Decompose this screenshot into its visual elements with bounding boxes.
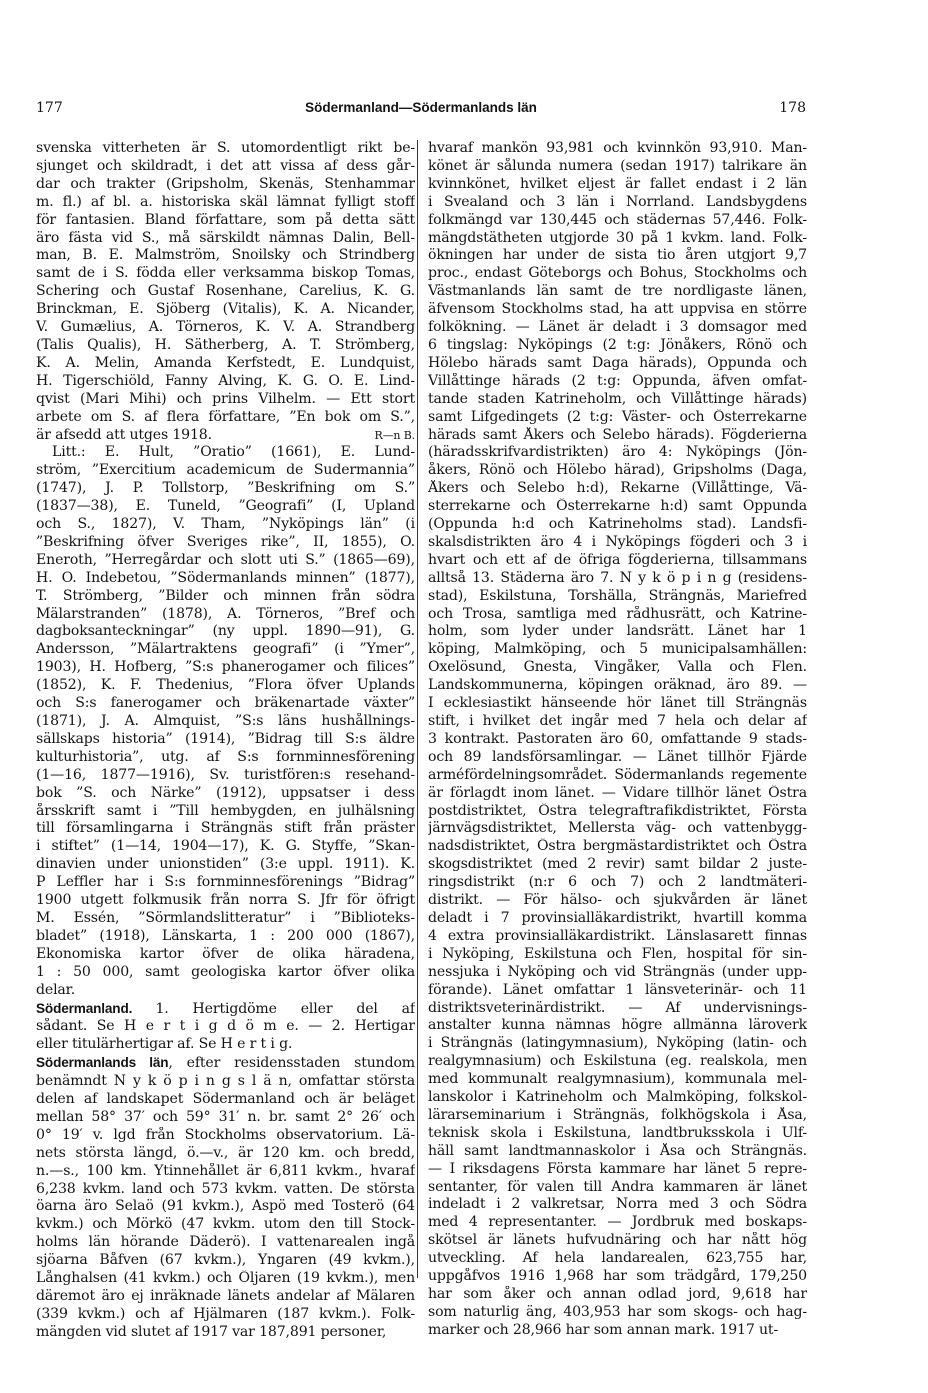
line-text: benämndt N y k ö p i n g s l ä n, omfattar största (36, 1073, 415, 1090)
line-text: sällskaps historia” (1914), ”Bidrag till S:s äldre (36, 730, 415, 747)
text-line (36, 1306, 415, 1324)
text-line (36, 1252, 415, 1270)
line-text: Villåttinge härads (2 t:g: Oppunda, äfven omfat- (428, 372, 807, 389)
line-text: köping, Malmköping, och 5 municipalsamhällen: (428, 641, 807, 658)
line-text: proc., endast Göteborgs och Bohus, Stockholms och (428, 265, 807, 282)
text-line (428, 1268, 807, 1286)
text-line (36, 856, 415, 874)
text-line (428, 964, 807, 982)
line-text: Andersson, ”Mälartraktens geografi” (i ”Ymer”, (36, 641, 415, 658)
text-line (36, 1288, 415, 1306)
line-text: Ekonomiska kartor öfver de olika häradena, (36, 945, 415, 962)
line-text: deladt i 7 provinsialläkardistrikt, hvartill komma (428, 909, 807, 926)
line-text: i Strängnäs (latingymnasium), Nyköping (latin- och (428, 1035, 807, 1052)
text-line (36, 1054, 415, 1073)
text-line (428, 731, 807, 749)
line-text: (1871), J. A. Almquist, ”S:s läns hushållnings- (36, 713, 415, 729)
text-line (36, 1018, 415, 1036)
author-signature: R—n B. (374, 428, 415, 442)
right-column (428, 140, 807, 1340)
line-text: med 4 representanter. — Jordbruk med boskaps- (428, 1214, 807, 1231)
line-text: dagboksanteckningar” (ny uppl. 1890—91), G. (36, 623, 415, 640)
text-line (36, 480, 415, 498)
line-text: 6 tingslag: Nyköpings (2 t:g: Jönåkers, Rönö och (428, 336, 807, 353)
line-text: Eneroth, ”Herregårdar och slott uti S.” (1865—69), (36, 551, 415, 568)
line-text: marker och 28,966 har som annan mark. 1917 ut- (428, 1321, 779, 1338)
line-text: (1852), K. F. Thedenius, ”Flora öfver Uplands (36, 677, 415, 694)
line-text: järnvägsdistriktet, Mellersta väg- och vattenbygg- (428, 820, 807, 837)
text-line (428, 337, 807, 355)
page-header (36, 100, 806, 122)
line-text: anstalter kunna nämnas högre allmänna läroverk (428, 1017, 807, 1034)
text-line (428, 713, 807, 731)
text-line (36, 176, 415, 194)
left-column (36, 140, 415, 1342)
text-line (428, 301, 807, 319)
text-line (36, 803, 415, 821)
text-line (36, 498, 415, 516)
line-text: skogsdistriktet (med 2 revir) samt bildar 2 juste- (428, 856, 807, 873)
text-line (428, 570, 807, 588)
line-text: alltså 13. Städerna äro 7. N y k ö p i n g (residens- (428, 569, 807, 586)
line-text: 3 kontrakt. Pastoraten äro 60, omfattande 9 stads- (428, 730, 807, 747)
text-line (36, 337, 415, 355)
line-text: , efter residensstaden stundom (168, 1055, 415, 1072)
text-line (36, 301, 415, 319)
line-text: — I riksdagens Första kammare har länet 5 repre- (428, 1160, 807, 1177)
line-text: (339 kvkm.) och af Hjälmaren (187 kvkm.). Folk- (36, 1305, 415, 1322)
line-text: (häradsskrifvardistrikten) äro 4: Nyköpings (Jön- (428, 444, 807, 461)
text-line (36, 534, 415, 552)
line-text: ström, ”Exercitium academicum de Sudermannia” (36, 462, 415, 479)
text-line (36, 373, 415, 391)
line-text: ”Beskrifning öfver Sveriges rike”, II, 1855), O. (36, 533, 415, 550)
line-text: K. A. Melin, Amanda Kerfstedt, E. Lundquist, (36, 354, 415, 371)
line-text: sterrekarne och Österrekarne h:d) samt Oppunda (428, 498, 807, 515)
running-title: Södermanland—Södermanlands län (305, 100, 537, 115)
text-line (428, 1053, 807, 1071)
text-line (428, 1000, 807, 1018)
text-line (36, 641, 415, 659)
page-number-left: 177 (36, 100, 63, 116)
text-line (428, 838, 807, 856)
line-text: Långhalsen (41 kvkm.) och Öljaren (19 kvkm.), men (36, 1270, 415, 1287)
text-line (36, 659, 415, 677)
text-line (36, 910, 415, 928)
line-text: n.—s., 100 km. Ytinnehållet är 6,811 kvkm., hvaraf (36, 1162, 415, 1179)
text-line (36, 1091, 415, 1109)
text-line (428, 982, 807, 1000)
text-line (36, 749, 415, 767)
text-line (428, 641, 807, 659)
text-line (428, 1322, 807, 1340)
page-number-right: 178 (779, 100, 806, 116)
text-line (428, 1071, 807, 1089)
text-line (36, 158, 415, 176)
line-text: (Talis Qualis), H. Sätherberg, A. T. Strömberg, (36, 336, 415, 353)
line-text: åkers, Rönö och Hölebo härad), Gripsholms (Daga, (428, 462, 807, 479)
text-line (428, 677, 807, 695)
line-text: och Trosa, samtliga med rådhusrätt, och Katrine- (428, 605, 807, 622)
text-line (428, 462, 807, 480)
text-line (428, 606, 807, 624)
line-text: uppgåfvos 1916 1,968 har som trädgård, 179,250 (428, 1268, 807, 1285)
line-text: Mälarstranden” (1878), A. Törneros, ”Bref och (36, 605, 415, 622)
text-line (36, 677, 415, 695)
text-line (36, 283, 415, 301)
line-text: bok ”S. och Närke” (1912), uppsatser i dess (36, 784, 415, 801)
text-line (36, 265, 415, 283)
text-line (428, 856, 807, 874)
text-line (36, 140, 415, 158)
line-text: M. Essén, ”Sörmlandslitteratur” i ”Biblioteks- (36, 909, 415, 926)
line-text: stad), Eskilstuna, Torshälla, Strängnäs, Mariefred (428, 587, 807, 604)
text-line (428, 498, 807, 516)
line-text: 4 extra provinsialläkardistrikt. Länslasarett finnas (428, 927, 807, 944)
text-line (36, 462, 415, 480)
text-line (428, 1304, 807, 1322)
entry-headword: Södermanland. (36, 1000, 156, 1016)
line-text: qvist (Mari Mihi) och prins Vilhelm. — Ett stort (36, 390, 415, 407)
line-text: T. Strömberg, ”Bilder och minnen från södra (36, 587, 415, 604)
text-line (36, 1181, 415, 1199)
text-line (36, 982, 415, 1000)
text-line (36, 588, 415, 606)
line-text: sådant. Se H e r t i g d ö m e. — 2. Hertigar (36, 1018, 415, 1035)
text-line (36, 946, 415, 964)
line-text: indeladt i 2 valkretsar, Norra med 3 och Södra (428, 1196, 807, 1213)
line-text: för fantasien. Bland författare, som på detta sätt (36, 211, 415, 228)
text-line (428, 516, 807, 534)
text-line (36, 1234, 415, 1252)
text-line (428, 1286, 807, 1304)
line-text: 0° 19′ v. lgd från Stockholms observatorium. Lä- (36, 1126, 415, 1143)
line-text: distriktsveterinärdistrikt. — Af undervisnings- (428, 999, 807, 1016)
text-line (428, 140, 807, 158)
line-text: hvaraf mankön 93,981 och kvinnkön 93,910. Man- (428, 140, 807, 156)
line-text: sjöarna Båfven (67 kvkm.), Yngaren (49 kvkm.), (36, 1252, 415, 1269)
line-text: i Svealand och 3 län i Norrland. Landsbygdens (428, 193, 807, 210)
line-text: kulturhistoria”, utg. af S:s fornminnesförening (36, 748, 415, 765)
line-text: könet är sålunda numera (sedan 1917) talrikare än (428, 157, 807, 174)
line-text: och 89 landsförsamlingar. — Länet tillhör Fjärde (428, 748, 807, 765)
line-text: nadsdistriktet, Östra bergmästardistriktet och Östra (428, 838, 807, 855)
line-text: mängdstätheten utgjorde 30 på 1 kvkm. land. Folk- (428, 229, 807, 246)
text-line (428, 1089, 807, 1107)
line-text: kvkm.) och Mörkö (47 kvkm. utom den till Stock- (36, 1216, 415, 1233)
text-line (428, 409, 807, 427)
text-line (428, 1143, 807, 1161)
line-text: Schering och Gustaf Rosenhane, Carelius, K. G. (36, 283, 415, 300)
text-line (428, 247, 807, 265)
line-text: är förlagdt inom länet. — Vidare tillhör länet Östra (428, 784, 807, 801)
text-line (36, 1036, 415, 1054)
text-line (36, 695, 415, 713)
line-text: arbete om S. af flera författare, ”En bok om S.”, (36, 408, 415, 425)
line-text: äro fästa vid S., må särskildt nämnas Dalin, Bell- (36, 229, 415, 246)
text-line (428, 319, 807, 337)
text-line (428, 588, 807, 606)
line-text: eller titulärhertigar af. Se H e r t i g. (36, 1036, 293, 1053)
line-text: Litt.: E. Hult, ”Oratio” (1661), E. Lund- (52, 444, 415, 461)
text-line (428, 444, 807, 462)
text-line (428, 427, 807, 445)
text-line (428, 212, 807, 230)
line-text: postdistriktet, Östra telegraftrafikdistriktet, Första (428, 802, 807, 819)
text-line (36, 194, 415, 212)
text-line (428, 910, 807, 928)
text-line (428, 820, 807, 838)
text-line (36, 731, 415, 749)
text-line (36, 212, 415, 230)
line-text: ringsdistrikt (n:r 6 och 7) och 2 landtmäteri- (428, 874, 807, 891)
text-line (428, 391, 807, 409)
text-line (36, 247, 415, 265)
line-text: man, B. E. Malmström, Snoilsky och Strindberg (36, 247, 415, 264)
line-text: arméfördelningsområdet. Södermanlands regemente (428, 766, 807, 783)
text-line (428, 265, 807, 283)
line-text: lanskolor i Katrineholm och Malmköping, folkskol- (428, 1089, 807, 1106)
line-text: som naturlig äng, 403,953 har som skogs- och hag- (428, 1303, 807, 1320)
text-line (36, 552, 415, 570)
line-text: V. Gumælius, A. Törneros, K. V. A. Strandberg (36, 319, 415, 336)
text-line (428, 1214, 807, 1232)
line-text: nessjuka i Nyköping och vid Strängnäs (under upp- (428, 963, 807, 980)
line-text: 1 : 50 000, samt geologiska kartor öfver olika (36, 963, 415, 980)
line-text: H. O. Indebetou, ”Södermanlands minnen” (1877), (36, 569, 415, 586)
line-text: kvinnkönet, hvilket eljest är fallet endast i 2 län (428, 175, 807, 192)
text-line (428, 283, 807, 301)
text-line (428, 749, 807, 767)
text-line (428, 1035, 807, 1053)
line-text: samt Lifgedingets (2 t:g: Väster- och Österrekarne (428, 408, 807, 425)
text-line (36, 874, 415, 892)
line-text: (1—16, 1877—1916), Sv. turistfören:s resehand- (36, 766, 415, 783)
text-line (428, 1196, 807, 1214)
line-text: årsskrift samt i ”Till hembygden, en julhälsning (36, 802, 415, 819)
text-line (36, 820, 415, 838)
text-line (428, 480, 807, 498)
line-text: 1903), H. Hofberg, ”S:s phanerogamer och filices” (36, 659, 415, 676)
line-text: delar. (36, 981, 76, 998)
text-line (36, 230, 415, 248)
text-line (36, 1198, 415, 1216)
line-text: har som åker och annan odlad jord, 9,618 har (428, 1286, 807, 1302)
line-text: Västmanlands län samt de tre nordligaste länen, (428, 283, 807, 300)
line-text: teknisk skola i Eskilstuna, landtbruksskola i Ulf- (428, 1124, 807, 1141)
text-line (36, 1163, 415, 1181)
line-text: (1837—38), E. Tuneld, ”Geografi” (I, Upland (36, 498, 415, 515)
text-line (428, 176, 807, 194)
text-line (36, 516, 415, 534)
text-line (428, 695, 807, 713)
line-text: holms län hörande Däderö). I vattenarealen ingå (36, 1234, 415, 1251)
line-text: folkmängd var 130,445 och städernas 57,446. Folk- (428, 211, 807, 228)
text-line (428, 785, 807, 803)
line-text: äfvensom Stockholms stad, ha att uppvisa en större (428, 301, 807, 318)
text-line (428, 1161, 807, 1179)
text-line (428, 355, 807, 373)
line-text: (1747), J. P. Tollstorp, ”Beskrifning om S.” (36, 480, 415, 497)
text-line (36, 427, 415, 445)
text-line (36, 1145, 415, 1163)
text-line (36, 444, 415, 462)
line-text: delen af landskapet Södermanland och är beläget (36, 1091, 415, 1108)
text-line (428, 623, 807, 641)
line-text: däremot äro ej inräknade länets andelar af Mälaren (36, 1288, 415, 1304)
line-text: dar och trakter (Gripsholm, Skenäs, Stenhammar (36, 175, 415, 192)
line-text: P Leffler har i S:s fornminnesförenings ”Bidrag” (36, 874, 415, 891)
line-text: mängden vid slutet af 1917 var 187,891 personer, (36, 1323, 387, 1340)
line-text: samt de i S. födda eller verksamma biskop Tomas, (36, 265, 415, 282)
text-line (428, 1232, 807, 1250)
line-text: 1900 utgett folkmusik från norra S. Jfr för öfrigt (36, 892, 415, 909)
line-text: 6,238 kvkm. land och 573 kvkm. vatten. De största (36, 1180, 415, 1197)
line-text: utveckling. Af hela landarealen, 623,755 har, (428, 1250, 807, 1267)
text-line (36, 1109, 415, 1127)
line-text: ökningen har under de sista tio åren utgjort 9,7 (428, 247, 807, 264)
line-text: och S:s fanerogamer och bräkenartade växter” (36, 695, 415, 712)
line-text: skötsel är länets hufvudnäring och har nått hög (428, 1232, 807, 1249)
line-text: 1. Hertigdöme eller del af (155, 1000, 415, 1017)
text-line (428, 373, 807, 391)
line-text: till församlingarna i Strängnäs stift från präster (36, 820, 415, 837)
column-divider (417, 140, 418, 1278)
text-line (428, 1125, 807, 1143)
text-line (36, 391, 415, 409)
line-text: realgymnasium) och Eskilstuna (eg. realskola, men (428, 1053, 807, 1070)
line-text: är afsedd att utges 1918. (36, 426, 212, 443)
line-text: dinavien under unionstiden” (3:e uppl. 1911). K. (36, 856, 415, 873)
line-text: nets största längd, ö.—v., är 120 km. och bredd, (36, 1144, 415, 1161)
text-line (428, 534, 807, 552)
text-line (36, 319, 415, 337)
line-text: Oxelösund, Gnesta, Vingåker, Valla och Flen. (428, 659, 807, 676)
line-text: häll samt landtmannaskolor i Åsa och Strängnäs. (428, 1142, 807, 1159)
text-line (36, 1127, 415, 1145)
text-line (36, 355, 415, 373)
text-line (36, 1324, 415, 1342)
line-text: skalsdistrikten äro 4 i Nyköpings fögderi och 3 i (428, 533, 807, 550)
line-text: hvart och ett af de öfriga fögderierna, tillsammans (428, 551, 807, 568)
line-text: förande). Länet omfattar 1 länsveterinär- och 11 (428, 981, 807, 998)
text-line (36, 838, 415, 856)
text-line (36, 1000, 415, 1019)
text-line (428, 1179, 807, 1197)
text-line (36, 713, 415, 731)
line-text: bladet” (1918), Länskarta, 1 : 200 000 (1867), (36, 927, 415, 944)
text-line (36, 928, 415, 946)
text-line (428, 1250, 807, 1268)
line-text: i stiftet” (1—14, 1904—17), K. G. Styffe, ”Skan- (36, 838, 415, 855)
text-line (36, 767, 415, 785)
line-text: tande staden Katrineholm, och Villåttinge härads) (428, 390, 807, 407)
text-line (428, 1017, 807, 1035)
line-text: sentanter, för valen till Andra kammaren är länet (428, 1178, 807, 1195)
line-text: Landskommunerna, köpingen oräknad, äro 89. — (428, 677, 807, 694)
line-text: svenska vitterheten är S. utomordentligt rikt be- (36, 140, 415, 156)
line-text: distrikt. — För hälso- och sjukvården är länet (428, 892, 807, 909)
text-line (428, 892, 807, 910)
text-line (36, 1216, 415, 1234)
line-text: med kommunalt realgymnasium), kommunala mel- (428, 1071, 807, 1088)
text-line (428, 803, 807, 821)
text-line (36, 1073, 415, 1091)
text-line (428, 194, 807, 212)
text-line (36, 409, 415, 427)
line-text: Brinckman, E. Sjöberg (Vitalis), K. A. Nicander, (36, 301, 415, 318)
text-line (36, 1270, 415, 1288)
line-text: I ecklesiastikt hänseende hör länet till Strängnäs (428, 695, 807, 712)
line-text: mellan 58° 37′ och 59° 31′ n. br. samt 2° 26′ och (36, 1108, 415, 1125)
line-text: (Oppunda h:d och Katrineholms stad). Landsfi- (428, 516, 807, 533)
text-line (428, 158, 807, 176)
text-line (36, 892, 415, 910)
line-text: öarna äro Selaö (91 kvkm.), Aspö med Tosterö (64 (36, 1198, 415, 1215)
line-text: Åkers och Selebo h:d), Rekarne (Villåttinge, Vä- (428, 480, 807, 497)
line-text: i Nyköping, Eskilstuna och Flen, hospital för sin- (428, 945, 807, 962)
line-text: sjunget och skildradt, i det att vissa af dess går- (36, 157, 415, 174)
entry-headword: Södermanlands län (36, 1055, 169, 1071)
text-line (428, 767, 807, 785)
line-text: folkökning. — Länet är deladt i 3 domsagor med (428, 319, 807, 336)
text-line (428, 230, 807, 248)
text-line (428, 659, 807, 677)
text-line (428, 946, 807, 964)
text-line (428, 874, 807, 892)
line-text: m. fl.) af bl. a. historiska skäl lämnat fylligt stoff (36, 193, 415, 210)
line-text: Hölebo härads samt Daga härads), Oppunda och (428, 354, 807, 371)
text-line (36, 570, 415, 588)
text-line (428, 1107, 807, 1125)
line-text: H. Tigerschiöld, Fanny Alving, K. G. O. E. Lind- (36, 372, 415, 389)
text-line (36, 964, 415, 982)
text-line (428, 928, 807, 946)
line-text: lärarseminarium i Strängnäs, folkhögskola i Åsa, (428, 1106, 807, 1123)
line-text: och S., 1827), V. Tham, ”Nyköpings län” (i (36, 516, 415, 533)
line-text: stift, i hvilket det ingår med 7 hela och delar af (428, 713, 807, 729)
text-line (36, 785, 415, 803)
line-text: holm, som lyder under landsrätt. Länet har 1 (428, 623, 807, 640)
text-line (36, 623, 415, 641)
text-line (36, 606, 415, 624)
text-line (428, 552, 807, 570)
line-text: härads samt Åkers och Selebo härads). Fögderierna (428, 426, 807, 443)
